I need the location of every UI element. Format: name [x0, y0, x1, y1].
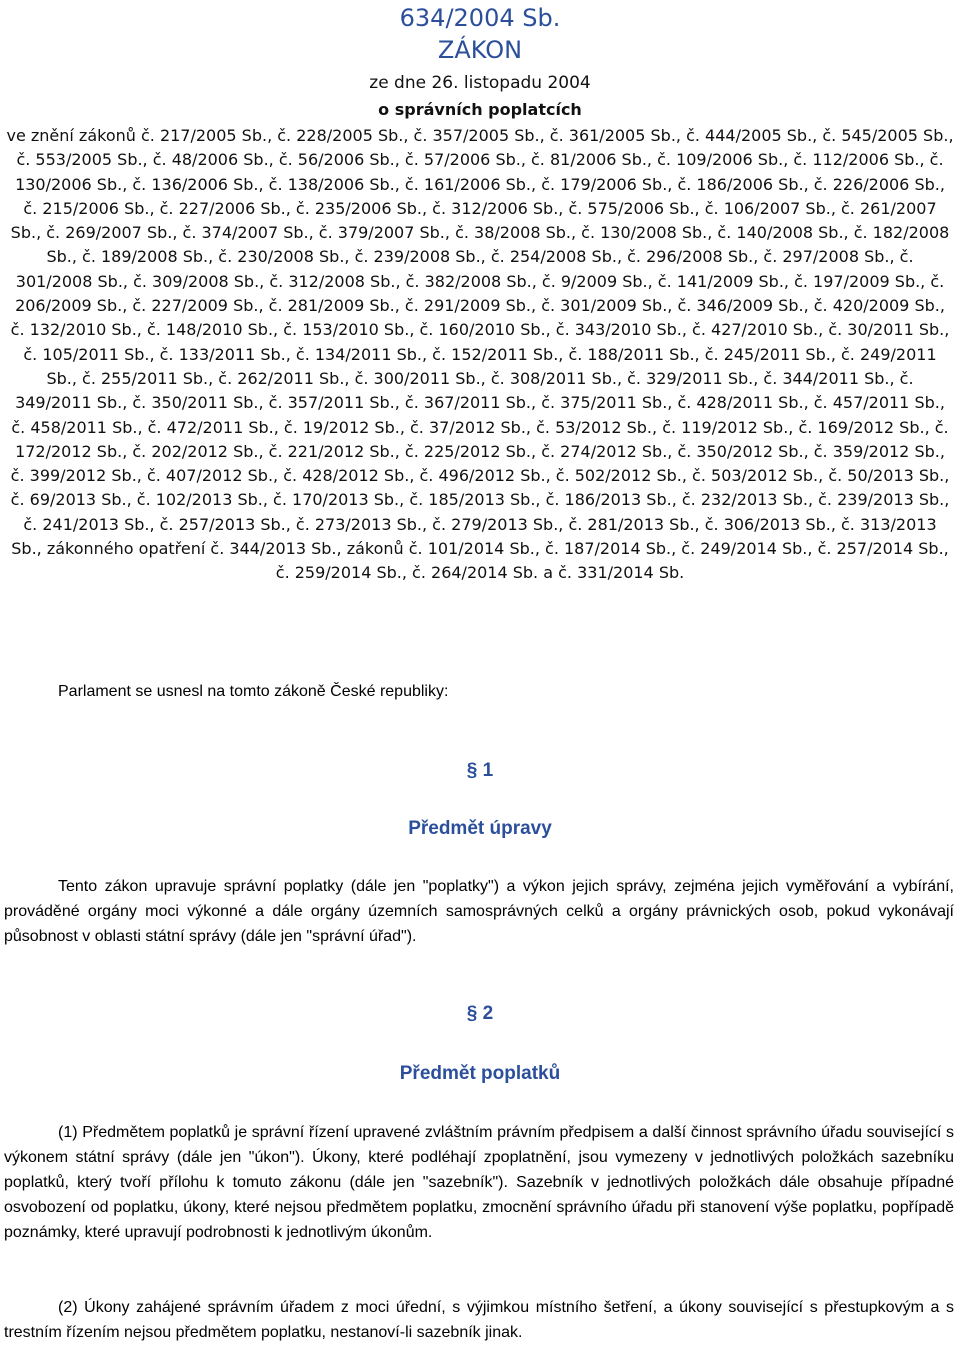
section-1-title: Předmět úpravy — [408, 818, 552, 839]
document-type: ZÁKON — [437, 36, 523, 64]
law-date: ze dne 26. listopadu 2004 — [369, 73, 591, 93]
amendments-list: ve znění zákonů č. 217/2005 Sb., č. 228/2005 Sb., č. 357/2005 Sb., č. 361/2005 Sb., č. 444/2005 Sb., č. 545/2005 Sb., č. 553/2005 Sb., č. 48/2006 Sb., č. 56/2006 Sb., č. 57/2006 Sb., č. 81/2006 Sb., č. 109/2006 Sb., č. 112/2006 Sb., č. 130/2006 Sb., č. 136/2006 Sb., č. 138/2006 Sb., č. 161/2006 Sb., č. 179/2006 Sb., č. 186/2006 Sb., č. 226/2006 Sb., č. 215/2006 Sb., č. 227/2006 Sb., č. 235/2006 Sb., č. 312/2006 Sb., č. 575/2006 Sb., č. 106/2007 Sb., č. 261/2007 Sb., č. 269/2007 Sb., č. 374/2007 Sb., č. 379/2007 Sb., č. 38/2008 Sb., č. 130/2008 Sb., č. 140/2008 Sb., č. 182/2008 Sb., č. 189/2008 Sb., č. 230/2008 Sb., č. 239/2008 Sb., č. 254/2008 Sb., č. 296/2008 Sb., č. 297/2008 Sb., č. 301/2008 Sb., č. 309/2008 Sb., č. 312/2008 Sb., č. 382/2008 Sb., č. 9/2009 Sb., č. 141/2009 Sb., č. 197/2009 Sb., č. 206/2009 Sb., č. 227/2009 Sb., č. 281/2009 Sb., č. 291/2009 Sb., č. 301/2009 Sb., č. 346/2009 Sb., č. 420/2009 Sb., č. 132/2010 Sb., č. 148/2010 Sb., č. 153/2010 Sb., č. 160/2010 Sb., č. 343/2010 Sb., č. 427/2010 Sb., č. 30/2011 Sb., č. 105/2011 Sb., č. 133/2011 Sb., č. 134/2011 Sb., č. 152/2011 Sb., č. 188/2011 Sb., č. 245/2011 Sb., č. 249/2011 Sb., č. 255/2011 Sb., č. 262/2011 Sb., č. 300/2011 Sb., č. 308/2011 Sb., č. 329/2011 Sb., č. 344/2011 Sb., č. 349/2011 Sb., č. 350/2011 Sb., č. 357/2011 Sb., č. 367/2011 Sb., č. 375/2011 Sb., č. 428/2011 Sb., č. 457/2011 Sb., č. 458/2011 Sb., č. 472/2011 Sb., č. 19/2012 Sb., č. 37/2012 Sb., č. 53/2012 Sb., č. 119/2012 Sb., č. 169/2012 Sb., č. 172/2012 Sb., č. 202/2012 Sb., č. 221/2012 Sb., č. 225/2012 Sb., č. 274/2012 Sb., č. 350/2012 Sb., č. 359/2012 Sb., č. 399/2012 Sb., č. 407/2012 Sb., č. 428/2012 Sb., č. 496/2012 Sb., č. 502/2012 Sb., č. 503/2012 Sb., č. 50/2013 Sb., č. 69/2013 Sb., č. 102/2013 Sb., č. 170/2013 Sb., č. 185/2013 Sb., č. 186/2013 Sb., č. 232/2013 Sb., č. 239/2013 Sb., č. 241/2013 Sb., č. 257/2013 Sb., č. 273/2013 Sb., č. 279/2013 Sb., č. 281/2013 Sb., č. 306/2013 Sb., č. 313/2013 Sb., zákonného opatření č. 344/2013 Sb., zákonů č. 101/2014 Sb., č. 187/2014 Sb., č. 249/2014 Sb., č. 257/2014 Sb., č. 259/2014 Sb., č. 264/2014 Sb. a č. 331/2014 Sb. — [6, 126, 954, 583]
law-subject: o správních poplatcích — [378, 100, 582, 119]
enactment-formula: Parlament se usnesl na tomto zákoně České republiky: — [58, 683, 449, 700]
section-2-paragraph-1: (1) Předmětem poplatků je správní řízení upravené zvláštním právním předpisem a další činnost správního úřadu související s výkonem státní správy (dále jen "úkon"). Úkony, které podléhají zpoplatnění, jsou vymezeny v jednotlivých položkách sazebníku poplatků, který tvoří přílohu k tomuto zákonu (dále jen "sazebník"). Sazebník v jednotlivých položkách dále obsahuje případné osvobození od poplatku, úkony, které nejsou předmětem poplatku, zmocnění správního úřadu při stanovení výše poplatku, popřípadě poznámky, které upravují podrobnosti k jednotlivým úkonům. — [4, 1124, 954, 1241]
section-1-number: § 1 — [466, 760, 494, 781]
section-2-number: § 2 — [466, 1003, 494, 1024]
section-2-paragraph-2: (2) Úkony zahájené správním úřadem z moci úřední, s výjimkou místního šetření, a úkony související s přestupkovým a s trestním řízením nejsou předmětem poplatku, nestanoví-li sazebník jinak. — [4, 1299, 954, 1341]
section-2-title: Předmět poplatků — [399, 1063, 561, 1084]
law-number: 634/2004 Sb. — [399, 4, 561, 32]
section-1-paragraph: Tento zákon upravuje správní poplatky (dále jen "poplatky") a výkon jejich správy, zejména jejich vyměřování a vybírání, prováděné orgány moci výkonné a dále orgány územních samosprávných celků a orgány právnických osob, pokud vykonávají působnost v oblasti státní správy (dále jen "správní úřad"). — [4, 878, 954, 945]
